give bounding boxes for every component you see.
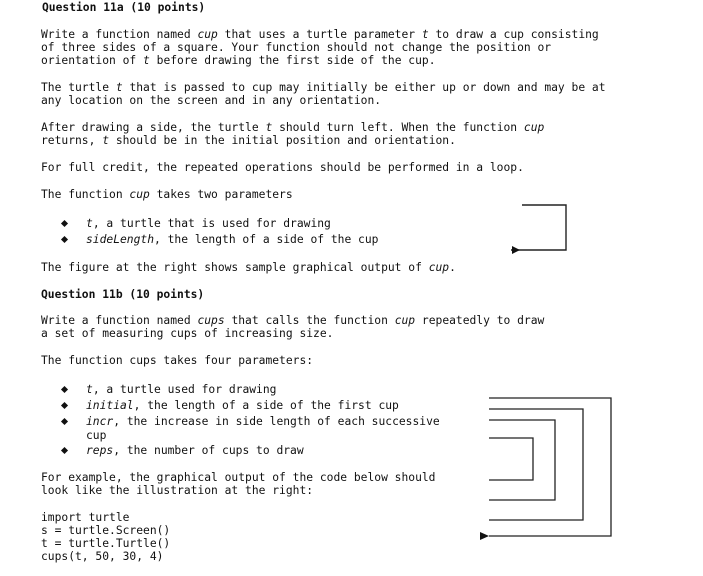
q11b-p2: The function cups takes four parameters: bbox=[41, 354, 314, 367]
text: returns, bbox=[41, 134, 103, 147]
q11a-p4: For full credit, the repeated operations should be performed in a loop. bbox=[41, 161, 524, 174]
text: cup bbox=[428, 261, 450, 274]
text: t bbox=[115, 81, 123, 94]
text: t bbox=[143, 54, 150, 67]
q11b-p3-line2: look like the illustration at the right: bbox=[41, 484, 314, 497]
text: that is passed to cup may initially be either up or down and may be at bbox=[122, 81, 606, 94]
text: , a turtle that is used for drawing bbox=[92, 217, 331, 230]
text: sideLength bbox=[86, 233, 155, 246]
text: The turtle bbox=[41, 81, 116, 94]
turtle-arrow-icon bbox=[480, 532, 489, 540]
text: before drawing the first side of the cup. bbox=[149, 54, 436, 67]
q11b-p1-line2: a set of measuring cups of increasing size. bbox=[41, 327, 334, 340]
text: cups bbox=[197, 314, 225, 327]
text: The function bbox=[41, 188, 130, 201]
text: should turn left. When the function bbox=[272, 121, 524, 134]
text: cup bbox=[197, 28, 218, 41]
text: t bbox=[265, 121, 273, 134]
text: cup bbox=[394, 314, 416, 327]
text: reps bbox=[86, 444, 114, 457]
code-line: s = turtle.Screen() bbox=[41, 524, 171, 537]
text: , the length of a side of the first cup bbox=[133, 399, 399, 412]
text: After drawing a side, the turtle bbox=[41, 121, 266, 134]
text: The figure at the right shows sample graphical output of bbox=[41, 261, 429, 274]
text: , the length of a side of the cup bbox=[154, 233, 379, 246]
text: , the number of cups to draw bbox=[113, 444, 304, 457]
text: cup bbox=[129, 188, 150, 201]
text: cup bbox=[523, 121, 545, 134]
text: t bbox=[421, 28, 429, 41]
q11a-p1-line2: of three sides of a square. Your function should not change the position or bbox=[41, 41, 552, 54]
text: that calls the function bbox=[224, 314, 395, 327]
text: t bbox=[102, 134, 110, 147]
text: t bbox=[86, 383, 93, 396]
cup-2 bbox=[489, 420, 555, 500]
text: repeatedly to draw bbox=[415, 314, 545, 327]
text: t bbox=[86, 217, 93, 230]
text: that uses a turtle parameter bbox=[217, 28, 422, 41]
text: . bbox=[449, 261, 456, 274]
q11a-title: Question 11a (10 points) bbox=[42, 1, 206, 14]
text: Write a function named bbox=[41, 314, 198, 327]
text: should be in the initial position and orientation. bbox=[109, 134, 456, 147]
text: takes two parameters bbox=[149, 188, 293, 201]
text: to draw a cup consisting bbox=[428, 28, 599, 41]
q11b-p3-line1: For example, the graphical output of the code below should bbox=[41, 471, 436, 484]
text: orientation of bbox=[41, 54, 144, 67]
cup-3 bbox=[489, 409, 583, 520]
code-line: cups(t, 50, 30, 4) bbox=[41, 550, 164, 563]
text: , the increase in side length of each successive bbox=[113, 415, 440, 428]
q11b-title: Question 11b (10 points) bbox=[41, 288, 205, 301]
code-line: import turtle bbox=[41, 511, 130, 524]
code-line: t = turtle.Turtle() bbox=[41, 537, 171, 550]
cup-4 bbox=[489, 398, 611, 536]
text: , a turtle used for drawing bbox=[92, 383, 277, 396]
text: initial bbox=[86, 399, 134, 412]
q11a-p2-line2: any location on the screen and in any orientation. bbox=[41, 94, 382, 107]
text: Write a function named bbox=[41, 28, 198, 41]
text: cup bbox=[86, 429, 107, 442]
cup-1 bbox=[489, 438, 533, 480]
text: incr bbox=[86, 415, 114, 428]
